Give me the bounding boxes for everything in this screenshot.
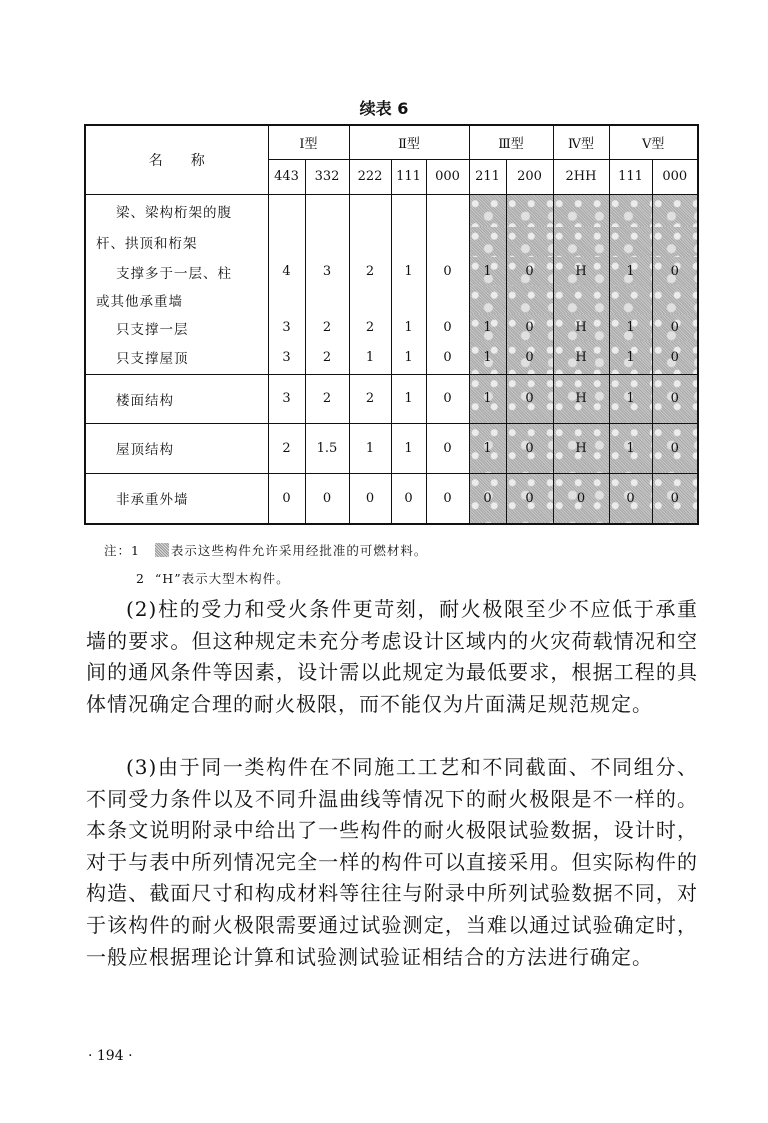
group-header: Ⅳ型 <box>553 125 609 159</box>
value-cell: 2 <box>305 314 349 341</box>
value-cell <box>506 227 553 257</box>
value-cell: 1 <box>469 257 506 286</box>
table-row <box>85 227 698 257</box>
value-cell: 1 <box>609 374 652 423</box>
table-caption: 续表 6 <box>359 99 409 118</box>
value-cell: 3 <box>268 374 305 423</box>
subheader-cell: 332 <box>305 159 349 194</box>
value-cell: 0 <box>652 473 698 524</box>
table-row <box>85 423 698 473</box>
row-name: 非承重外墙 <box>85 473 268 524</box>
value-cell: 1.5 <box>305 423 349 473</box>
group-header: Ⅲ型 <box>469 125 553 159</box>
value-cell: 1 <box>391 257 426 286</box>
value-cell <box>268 227 305 257</box>
row-name: 支撑多于一层、柱 <box>85 257 268 286</box>
value-cell: 0 <box>506 257 553 286</box>
value-cell: 0 <box>305 473 349 524</box>
value-cell: 1 <box>349 423 391 473</box>
value-cell <box>268 286 305 314</box>
subheader-cell: 200 <box>506 159 553 194</box>
value-cell: 0 <box>426 423 469 473</box>
table-row <box>85 473 698 524</box>
row-name: 杆、拱顶和桁架 <box>85 227 268 257</box>
value-cell: 1 <box>391 374 426 423</box>
value-cell: 1 <box>469 314 506 341</box>
value-cell: 1 <box>391 314 426 341</box>
value-cell <box>553 194 609 227</box>
value-cell: 0 <box>391 473 426 524</box>
table-row <box>85 286 698 314</box>
note-1 <box>104 541 427 559</box>
value-cell: 0 <box>268 473 305 524</box>
value-cell <box>553 286 609 314</box>
value-cell <box>391 286 426 314</box>
value-cell: 0 <box>349 473 391 524</box>
value-cell: 0 <box>426 374 469 423</box>
row-name: 或其他承重墙 <box>85 286 268 314</box>
table-row <box>85 374 698 423</box>
value-cell: 2 <box>305 374 349 423</box>
value-cell: 2 <box>349 257 391 286</box>
value-cell: 0 <box>506 374 553 423</box>
value-cell: H <box>553 341 609 374</box>
row-name: 屋顶结构 <box>85 423 268 473</box>
value-cell <box>609 194 652 227</box>
subheader-cell: 211 <box>469 159 506 194</box>
value-cell: 0 <box>469 473 506 524</box>
value-cell: 3 <box>268 341 305 374</box>
value-cell: 0 <box>506 423 553 473</box>
value-cell: 2 <box>349 314 391 341</box>
value-cell <box>506 194 553 227</box>
value-cell <box>506 286 553 314</box>
value-cell <box>426 286 469 314</box>
value-cell <box>652 286 698 314</box>
value-cell: 0 <box>426 341 469 374</box>
note-text: “H”表示大型木构件。 <box>154 571 290 586</box>
row-name: 楼面结构 <box>85 374 268 423</box>
value-cell: 0 <box>652 423 698 473</box>
value-cell <box>349 227 391 257</box>
value-cell <box>349 286 391 314</box>
subheader-cell: 443 <box>268 159 305 194</box>
value-cell: 0 <box>426 257 469 286</box>
value-cell: 3 <box>305 257 349 286</box>
group-header: Ⅰ型 <box>268 125 349 159</box>
value-cell: H <box>553 257 609 286</box>
row-name: 只支撑屋顶 <box>85 341 268 374</box>
value-cell: H <box>553 314 609 341</box>
paragraph: (2)柱的受力和受火条件更苛刻，耐火极限至少不应低于承重墙的要求。但这种规定未充分考虑设计区域内的火灾荷载情况和空间的通风条件等因素，设计需以此规定为最低要求，根据工程的具体情况确定合理的耐火极限，而不能仅为片面满足规范规定。 <box>86 597 698 716</box>
value-cell <box>652 227 698 257</box>
row-name: 梁、梁构桁架的腹 <box>85 194 268 227</box>
value-cell: 4 <box>268 257 305 286</box>
table-row <box>85 341 698 374</box>
value-cell: 0 <box>426 314 469 341</box>
value-cell <box>426 194 469 227</box>
value-cell <box>609 227 652 257</box>
value-cell: 0 <box>652 341 698 374</box>
value-cell <box>609 286 652 314</box>
shading-swatch-icon <box>155 543 169 557</box>
value-cell: 0 <box>506 473 553 524</box>
page-number: · 194 · <box>88 1048 133 1064</box>
table-row <box>85 257 698 286</box>
fire-resistance-table <box>84 124 699 525</box>
value-cell <box>391 227 426 257</box>
value-cell: 0 <box>652 374 698 423</box>
subheader-cell: 111 <box>609 159 652 194</box>
value-cell: 0 <box>506 314 553 341</box>
group-header: Ⅱ型 <box>349 125 469 159</box>
value-cell: 0 <box>609 473 652 524</box>
value-cell <box>305 227 349 257</box>
value-cell: 0 <box>652 257 698 286</box>
note-label: 注：1 <box>104 543 140 558</box>
value-cell: H <box>553 423 609 473</box>
value-cell: 1 <box>609 314 652 341</box>
value-cell: 2 <box>268 423 305 473</box>
paragraph: (3)由于同一类构件在不同施工工艺和不同截面、不同组分、不同受力条件以及不同升温曲线等情况下的耐火极限是不一样的。本条文说明附录中给出了一些构件的耐火极限试验数据，设计时，对于与表中所列情况完全一样的构件可以直接采用。但实际构件的构造、截面尺寸和构成材料等往往与附录中所列试验数据不同，对于该构件的耐火极限需要通过试验测定，当难以通过试验确定时，一般应根据理论计算和试验测试验证相结合的方法进行确定。 <box>86 755 698 969</box>
group-header: Ⅴ型 <box>609 125 698 159</box>
subheader-cell: 111 <box>391 159 426 194</box>
subheader-cell: 000 <box>652 159 698 194</box>
value-cell <box>305 286 349 314</box>
value-cell: 0 <box>506 341 553 374</box>
value-cell: 1 <box>391 423 426 473</box>
value-cell: 1 <box>469 374 506 423</box>
table-row <box>85 314 698 341</box>
value-cell <box>268 194 305 227</box>
note-label: 2 <box>136 571 145 586</box>
subheader-cell: 000 <box>426 159 469 194</box>
value-cell <box>553 227 609 257</box>
name-header: 名 称 <box>85 125 268 194</box>
note-2 <box>136 569 290 587</box>
value-cell: 1 <box>609 257 652 286</box>
subheader-cell: 2HH <box>553 159 609 194</box>
value-cell <box>426 227 469 257</box>
value-cell: H <box>553 374 609 423</box>
value-cell: 1 <box>469 341 506 374</box>
row-name: 只支撑一层 <box>85 314 268 341</box>
value-cell: 1 <box>391 341 426 374</box>
value-cell <box>469 227 506 257</box>
value-cell: 0 <box>652 314 698 341</box>
value-cell: 1 <box>609 423 652 473</box>
note-text: 表示这些构件允许采用经批准的可燃材料。 <box>170 543 428 558</box>
value-cell <box>349 194 391 227</box>
value-cell: 2 <box>349 374 391 423</box>
value-cell <box>652 194 698 227</box>
value-cell: 2 <box>305 341 349 374</box>
value-cell <box>305 194 349 227</box>
value-cell <box>391 194 426 227</box>
value-cell: 3 <box>268 314 305 341</box>
value-cell <box>469 194 506 227</box>
value-cell: 0 <box>553 473 609 524</box>
value-cell <box>469 286 506 314</box>
table-row <box>85 194 698 227</box>
value-cell: 1 <box>609 341 652 374</box>
value-cell: 1 <box>349 341 391 374</box>
subheader-cell: 222 <box>349 159 391 194</box>
value-cell: 0 <box>426 473 469 524</box>
value-cell: 1 <box>469 423 506 473</box>
